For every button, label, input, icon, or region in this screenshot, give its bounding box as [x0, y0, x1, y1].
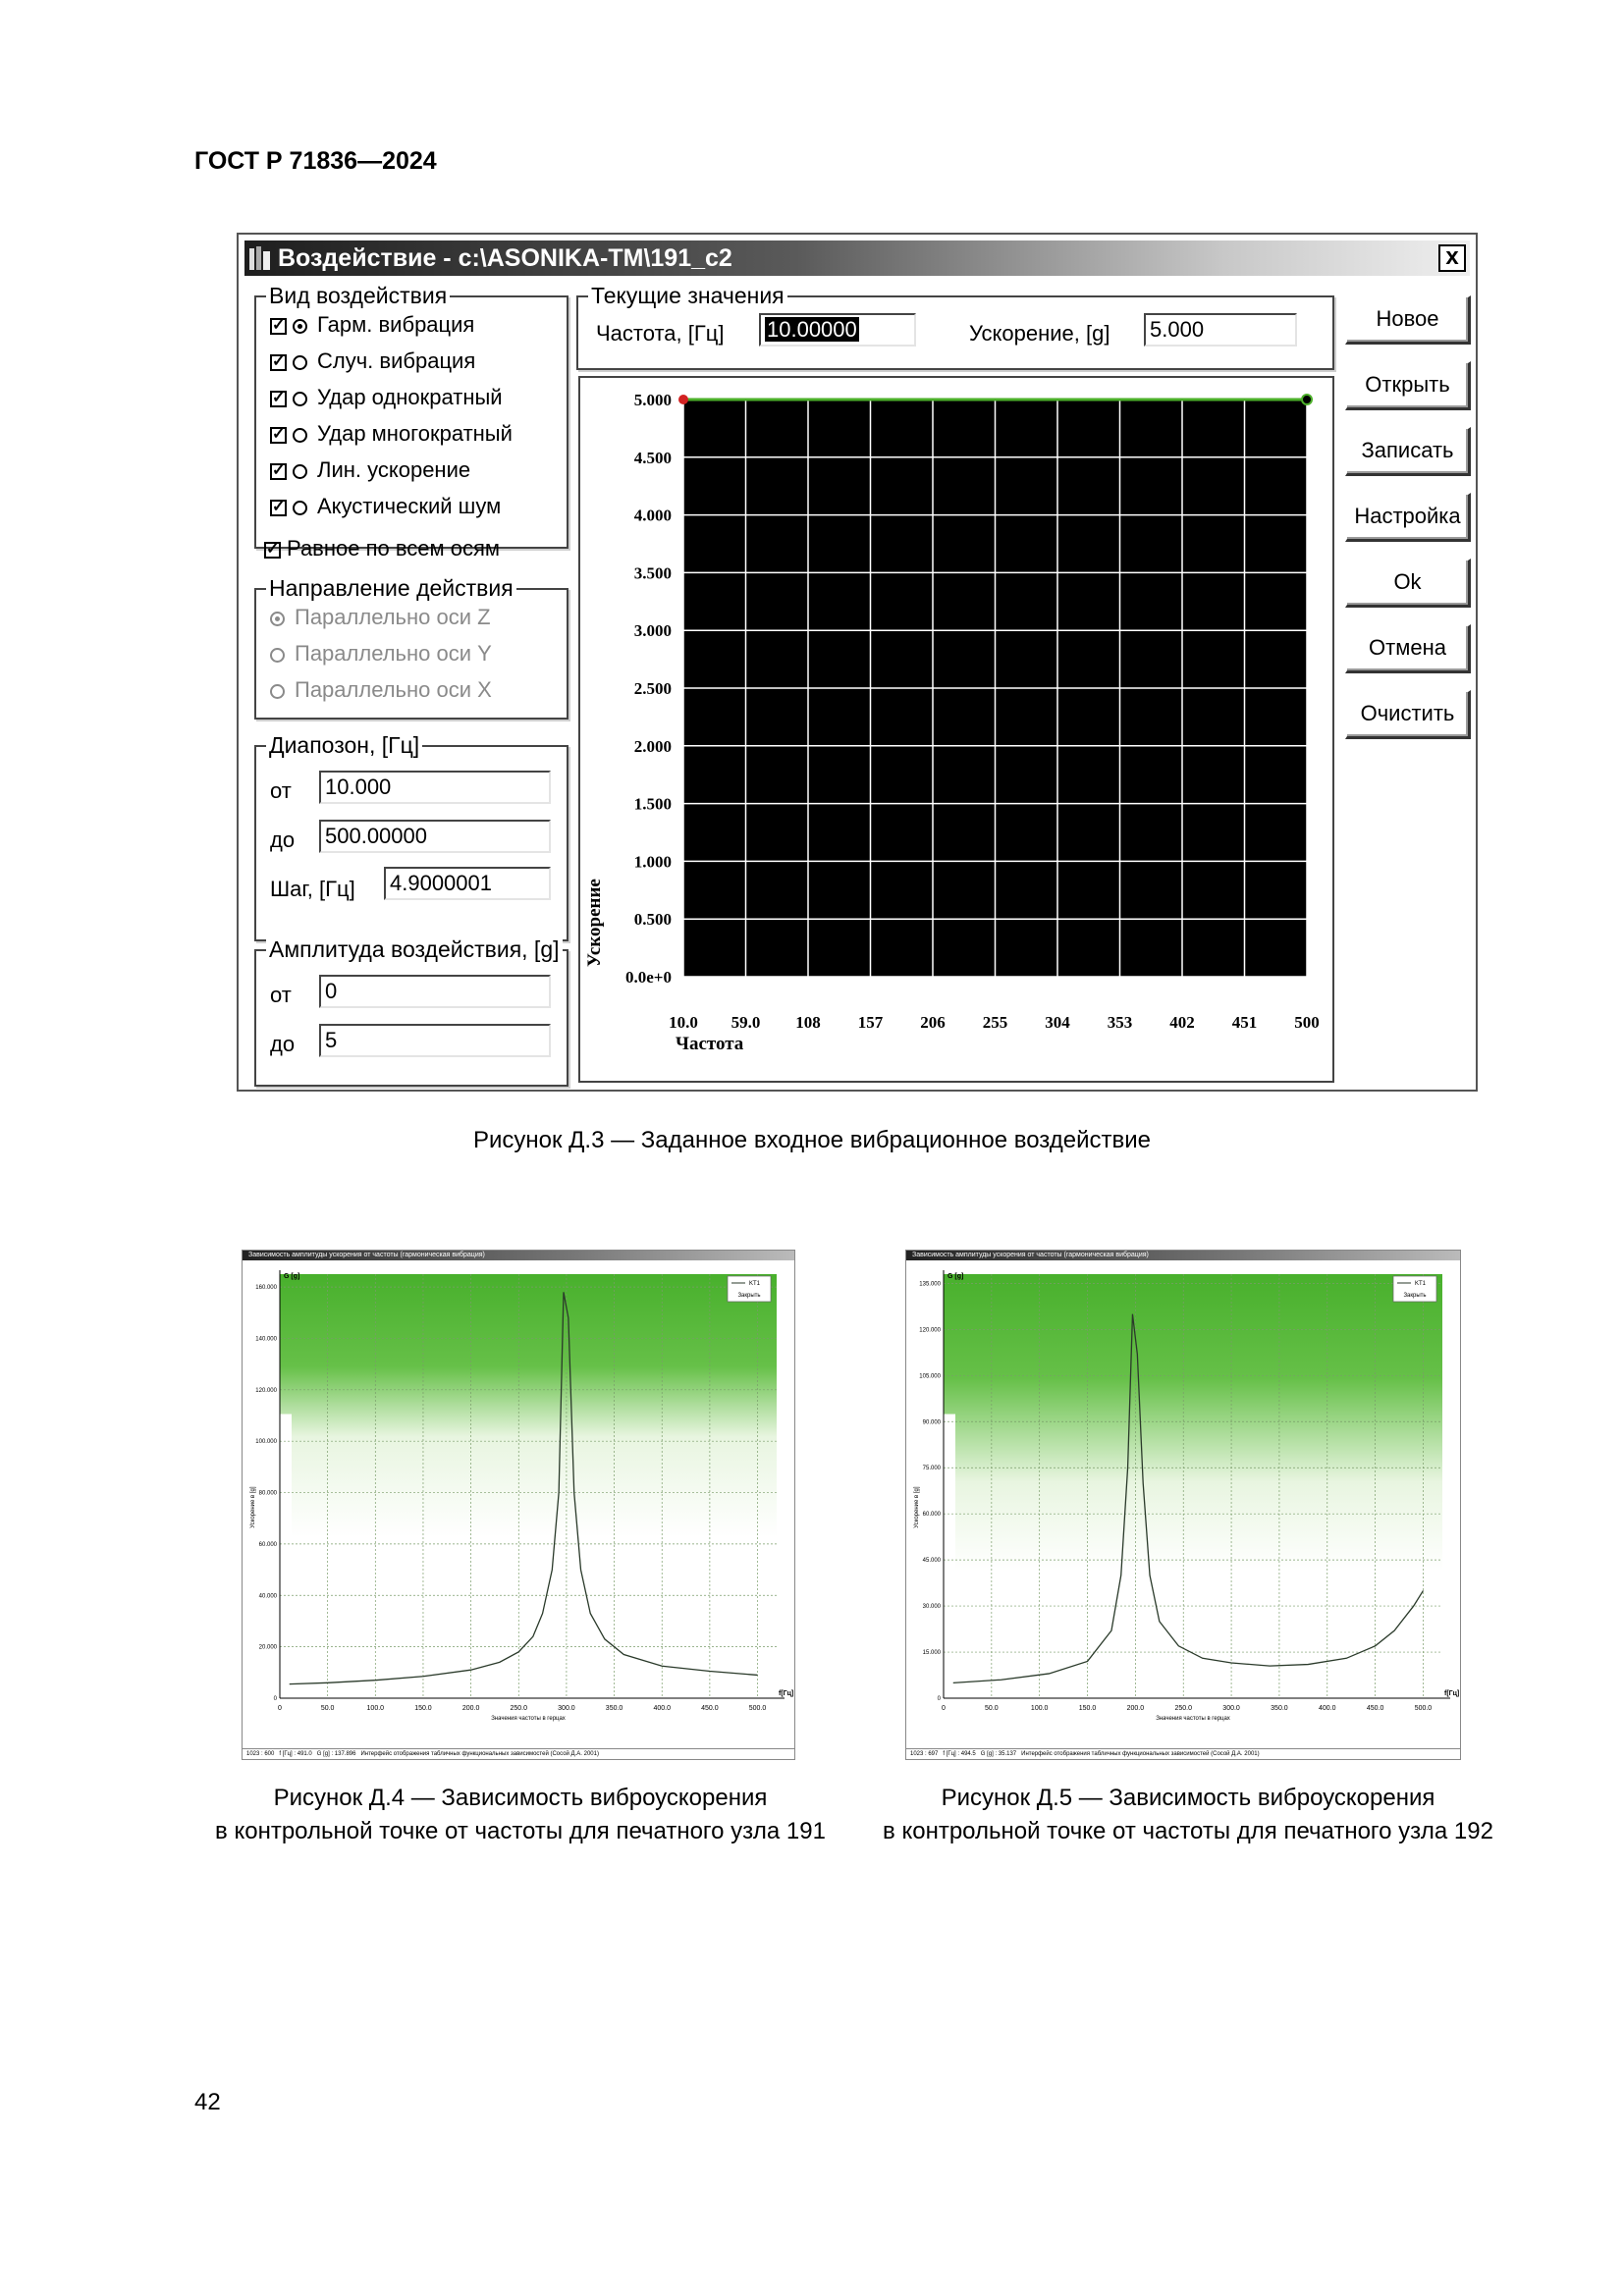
- y-tick-label: 3.000: [633, 621, 672, 641]
- y-axis-label: Ускорение: [584, 879, 605, 967]
- plot-status-bar: [906, 1748, 1460, 1759]
- amp-from-label: от: [270, 983, 292, 1007]
- current-values-legend: Текущие значения: [588, 282, 787, 309]
- radio-icon[interactable]: [293, 501, 307, 515]
- checkbox-icon[interactable]: ✓: [272, 425, 286, 443]
- dialog-title: Воздействие - c:\ASONIKA-TM\191_c2: [278, 244, 732, 272]
- x-tick-label: 450.0: [1366, 1705, 1384, 1712]
- status-coords: 1023 : 697: [910, 1751, 939, 1757]
- option-label: Параллельно оси Y: [295, 641, 492, 666]
- plot-window-191: [242, 1250, 795, 1760]
- current-freq-value: 10.00000: [767, 317, 857, 342]
- x-tick-label: 100.0: [366, 1705, 385, 1712]
- settings-button[interactable]: Настройка: [1345, 493, 1471, 542]
- x-tick-label: 400.0: [1319, 1705, 1336, 1712]
- radio-icon[interactable]: [270, 684, 285, 699]
- x-tick-label: 206: [920, 1013, 946, 1032]
- y-tick-label: 30.000: [922, 1604, 941, 1611]
- x-tick-label: 250.0: [1174, 1705, 1192, 1712]
- x-tick-label: 150.0: [1078, 1705, 1097, 1712]
- range-to-label: до: [270, 828, 296, 852]
- x-tick-label: 500.0: [748, 1705, 767, 1712]
- status-note: Интерфейс отображения табличных функциональных зависимостей (Сосой Д.А. 2001): [360, 1751, 599, 1757]
- impact-type-legend: Вид воздействия: [266, 282, 450, 309]
- y-tick-label: 80.000: [258, 1490, 277, 1497]
- radio-icon[interactable]: [293, 319, 307, 334]
- legend-entry: KT1: [1415, 1281, 1427, 1287]
- radio-icon[interactable]: [293, 464, 307, 479]
- x-tick-label: 150.0: [414, 1705, 432, 1712]
- direction-option[interactable]: [270, 674, 492, 706]
- y-unit-label: G [g]: [947, 1273, 964, 1280]
- y-tick-label: 60.000: [258, 1541, 277, 1548]
- y-tick-label: 1.500: [633, 794, 672, 814]
- range-legend: Диапозон, [Гц]: [266, 731, 422, 759]
- x-tick-label: 300.0: [558, 1705, 575, 1712]
- status-accel: G [g] : 35.137: [980, 1751, 1017, 1757]
- impact-type-option[interactable]: [270, 491, 501, 522]
- x-tick-label: 0: [942, 1705, 946, 1712]
- legend-close-button[interactable]: Закрыть: [1403, 1293, 1427, 1299]
- plot-background-lower: [280, 1537, 777, 1698]
- y-tick-label: 120.000: [255, 1387, 277, 1394]
- impact-type-option[interactable]: [270, 418, 513, 450]
- x-tick-label: 400.0: [653, 1705, 671, 1712]
- y-tick-label: 0: [937, 1696, 941, 1702]
- x-tick-label: 250.0: [510, 1705, 528, 1712]
- y-axis-label: Ускорение в [g]: [250, 1486, 256, 1528]
- x-tick-label: 350.0: [605, 1705, 623, 1712]
- document-header: ГОСТ Р 71836—2024: [194, 147, 437, 175]
- x-tick-label: 450.0: [701, 1705, 719, 1712]
- x-tick-label: 200.0: [461, 1705, 480, 1712]
- y-tick-label: 5.000: [633, 391, 672, 409]
- range-from-label: от: [270, 778, 292, 803]
- x-tick-label: 10.0: [669, 1013, 698, 1032]
- x-unit-label: f[Гц]: [779, 1690, 794, 1697]
- close-icon[interactable]: x: [1438, 244, 1466, 272]
- checkbox-icon[interactable]: ✓: [272, 316, 286, 334]
- impact-type-option[interactable]: [270, 382, 503, 413]
- y-tick-label: 4.500: [633, 448, 672, 467]
- y-tick-label: 40.000: [258, 1593, 277, 1600]
- radio-icon[interactable]: [293, 428, 307, 443]
- caption-line: в контрольной точке от частоты для печатного узла 191: [215, 1818, 826, 1844]
- amplitude-group: [254, 936, 568, 1087]
- x-tick-label: 50.0: [320, 1705, 335, 1712]
- legend-entry: KT1: [749, 1281, 761, 1287]
- x-tick-label: 157: [857, 1013, 884, 1032]
- range-to-input[interactable]: 500.00000: [319, 820, 551, 853]
- checkbox-icon[interactable]: ✓: [272, 389, 286, 406]
- option-label: Лин. ускорение: [317, 457, 471, 482]
- y-tick-label: 4.000: [633, 506, 672, 525]
- ok-button[interactable]: Ok: [1345, 559, 1471, 608]
- y-tick-label: 105.000: [919, 1373, 941, 1380]
- direction-legend: Направление действия: [266, 574, 516, 602]
- direction-option[interactable]: [270, 638, 492, 669]
- plot-background-lower: [944, 1571, 1442, 1698]
- plot-window-title: Зависимость амплитуды ускорения от частоты (гармоническая вибрация): [906, 1251, 1460, 1260]
- x-tick-label: 353: [1107, 1013, 1133, 1032]
- radio-icon[interactable]: [270, 648, 285, 663]
- y-tick-label: 60.000: [922, 1512, 941, 1519]
- y-tick-label: 45.000: [922, 1558, 941, 1565]
- x-tick-label: 59.0: [731, 1013, 761, 1032]
- amp-from-input[interactable]: 0: [319, 975, 551, 1008]
- status-freq: f [Гц] : 494.5: [943, 1751, 976, 1757]
- x-tick-label: 402: [1169, 1013, 1195, 1032]
- y-tick-label: 160.000: [255, 1285, 277, 1292]
- current-freq-label: Частота, [Гц]: [596, 321, 725, 346]
- caption-line: в контрольной точке от частоты для печатного узла 192: [883, 1818, 1493, 1844]
- plot-gap: [266, 1415, 292, 1648]
- equal-axes-label: Равное по всем осям: [287, 536, 501, 561]
- y-axis-label: Ускорение в [g]: [914, 1486, 920, 1528]
- current-accel-label: Ускорение, [g]: [969, 321, 1110, 346]
- current-accel-input[interactable]: 5.000: [1144, 313, 1297, 347]
- range-step-label: Шаг, [Гц]: [270, 877, 355, 901]
- impact-type-option[interactable]: [270, 309, 474, 341]
- y-tick-label: 100.000: [255, 1439, 277, 1446]
- amplitude-legend: Амплитуда воздействия, [g]: [266, 935, 563, 963]
- open-button[interactable]: Открыть: [1345, 361, 1471, 410]
- y-tick-label: 120.000: [919, 1327, 941, 1334]
- option-label: Удар однократный: [317, 385, 503, 409]
- cancel-button[interactable]: Отмена: [1345, 624, 1471, 673]
- x-unit-label: f[Гц]: [1444, 1690, 1460, 1697]
- plot-background: [944, 1274, 1442, 1571]
- checkbox-icon[interactable]: ✓: [272, 461, 286, 479]
- x-tick-label: 108: [795, 1013, 821, 1032]
- x-tick-label: 0: [278, 1705, 282, 1712]
- current-values-group: [576, 283, 1334, 370]
- y-tick-label: 0: [273, 1696, 277, 1702]
- end-point-marker[interactable]: [1302, 395, 1312, 404]
- y-tick-label: 2.000: [633, 736, 672, 756]
- acceleration-chart: [580, 378, 1332, 1081]
- y-tick-label: 0.0e+0: [625, 968, 672, 987]
- equal-axes-checkbox[interactable]: [264, 533, 500, 564]
- chart-frame: [578, 376, 1334, 1083]
- status-freq: f [Гц] : 491.0: [279, 1751, 312, 1757]
- legend-close-button[interactable]: Закрыть: [737, 1293, 761, 1299]
- amp-to-label: до: [270, 1032, 296, 1056]
- range-group: [254, 732, 568, 941]
- y-tick-label: 1.000: [633, 852, 672, 872]
- x-tick-label: 500: [1294, 1013, 1320, 1032]
- option-label: Акустический шум: [317, 494, 502, 518]
- range-from-input[interactable]: 10.000: [319, 771, 551, 804]
- save-button[interactable]: Записать: [1345, 427, 1471, 476]
- option-label: Параллельно оси X: [295, 677, 492, 702]
- new-button[interactable]: Новое: [1345, 295, 1471, 345]
- direction-option[interactable]: [270, 602, 491, 633]
- amp-to-input[interactable]: 5: [319, 1024, 551, 1057]
- status-note: Интерфейс отображения табличных функциональных зависимостей (Сосой Д.А. 2001): [1021, 1751, 1260, 1757]
- plot-status-bar: [243, 1748, 794, 1759]
- x-tick-label: 100.0: [1030, 1705, 1049, 1712]
- status-accel: G [g] : 137.896: [316, 1751, 356, 1757]
- x-tick-label: 304: [1045, 1013, 1070, 1032]
- impact-type-option[interactable]: [270, 454, 470, 486]
- impact-type-option[interactable]: [270, 346, 475, 377]
- caption-line: Рисунок Д.5 — Зависимость виброускорения: [941, 1785, 1435, 1811]
- y-unit-label: G [g]: [284, 1273, 300, 1280]
- status-coords: 1023 : 600: [246, 1751, 275, 1757]
- plot-window-192: [905, 1250, 1461, 1760]
- y-tick-label: 90.000: [922, 1419, 941, 1426]
- dialog-titlebar[interactable]: [244, 240, 1470, 276]
- y-tick-label: 15.000: [922, 1650, 941, 1657]
- option-label: Гарм. вибрация: [317, 312, 475, 337]
- x-axis-label: Частота: [676, 1034, 744, 1054]
- checkbox-icon[interactable]: ✓: [272, 352, 286, 370]
- figure-caption-d5: [864, 1782, 1512, 1848]
- acceleration-frequency-chart-192: [906, 1260, 1461, 1751]
- x-tick-label: 255: [982, 1013, 1008, 1032]
- figure-caption-d4: [192, 1782, 848, 1848]
- plot-window-title: Зависимость амплитуды ускорения от частоты (гармоническая вибрация): [243, 1251, 794, 1260]
- start-point-marker[interactable]: [678, 395, 688, 404]
- x-axis-label: Значения частоты в герцах: [491, 1716, 566, 1722]
- x-axis-label: Значения частоты в герцах: [1156, 1716, 1230, 1722]
- impact-dialog-window: [237, 233, 1478, 1092]
- x-tick-label: 350.0: [1271, 1705, 1288, 1712]
- radio-icon[interactable]: [270, 612, 285, 626]
- page-number: 42: [194, 2089, 221, 2115]
- y-tick-label: 2.500: [633, 679, 672, 698]
- y-tick-label: 75.000: [922, 1466, 941, 1472]
- x-tick-label: 451: [1231, 1013, 1258, 1032]
- impact-type-group: [254, 283, 568, 549]
- plot-gap: [930, 1415, 955, 1648]
- checkbox-icon: ✓: [266, 540, 280, 558]
- radio-icon[interactable]: [293, 392, 307, 406]
- radio-icon[interactable]: [293, 355, 307, 370]
- y-tick-label: 135.000: [919, 1281, 941, 1288]
- option-label: Параллельно оси Z: [295, 605, 491, 629]
- app-icon: [248, 245, 272, 271]
- current-freq-input[interactable]: [759, 313, 916, 347]
- range-step-input[interactable]: 4.9000001: [384, 867, 551, 900]
- figure-caption-d3: Рисунок Д.3 — Заданное входное вибрационное воздействие: [472, 1127, 1152, 1153]
- option-label: Удар многократный: [317, 421, 513, 446]
- y-tick-label: 140.000: [255, 1336, 277, 1343]
- y-tick-label: 20.000: [258, 1644, 277, 1651]
- clear-button[interactable]: Очистить: [1345, 690, 1471, 739]
- y-tick-label: 0.500: [633, 910, 672, 930]
- acceleration-frequency-chart-191: [243, 1260, 795, 1751]
- x-tick-label: 300.0: [1222, 1705, 1240, 1712]
- checkbox-icon[interactable]: ✓: [272, 498, 286, 515]
- x-tick-label: 500.0: [1414, 1705, 1433, 1712]
- x-tick-label: 200.0: [1126, 1705, 1145, 1712]
- x-tick-label: 50.0: [985, 1705, 999, 1712]
- caption-line: Рисунок Д.4 — Зависимость виброускорения: [273, 1785, 768, 1811]
- direction-group: [254, 575, 568, 720]
- plot-background: [280, 1274, 777, 1537]
- y-tick-label: 3.500: [633, 563, 672, 583]
- option-label: Случ. вибрация: [317, 348, 476, 373]
